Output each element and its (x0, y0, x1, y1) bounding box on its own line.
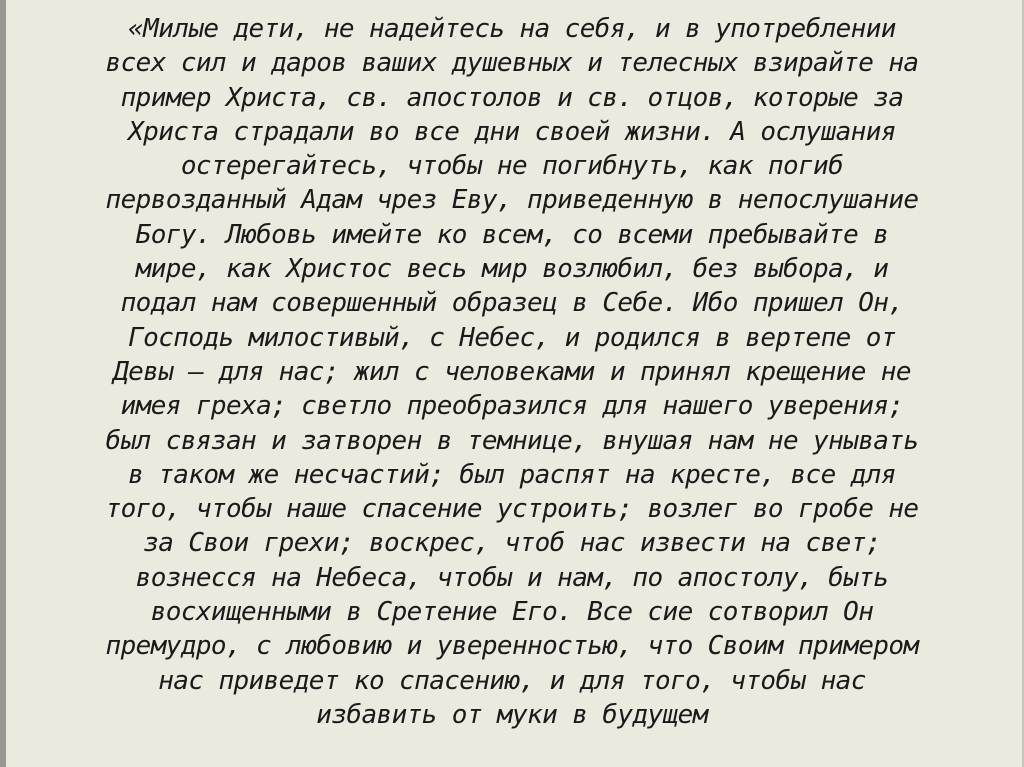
quote-line: Господь милостивый, с Небес, и родился в вертепе от (128, 322, 896, 353)
quote-line: всех сил и даров ваших душевных и телесных взирайте на (105, 48, 919, 79)
quote-line: вознесся на Небеса, чтобы и нам, по апостолу, быть (135, 562, 889, 593)
quote-line: за Свои грехи; воскрес, чтоб нас извести на свет; (143, 528, 881, 559)
quote-line: премудро, с любовию и уверенностью, что Своим примером (105, 631, 919, 662)
quote-line: был связан и затворен в темнице, внушая нам не унывать (105, 425, 919, 456)
quote-line: пример Христа, св. апостолов и св. отцов, которые за (120, 82, 904, 113)
quote-line: имея греха; светло преобразился для нашего уверения; (120, 391, 904, 422)
slide-left-edge (0, 0, 6, 767)
quote-line: Христа страдали во все дни своей жизни. А ослушания (128, 116, 896, 147)
quote-line: нас приведет ко спасению, и для того, чтобы нас (158, 665, 866, 696)
quote-line: в таком же несчастий; был распят на кресте, все для (128, 459, 896, 490)
quote-line: Богу. Любовь имейте ко всем, со всеми пребывайте в (135, 219, 889, 250)
quote-line: «Милые дети, не надейтесь на себя, и в употреблении (128, 14, 896, 44)
quote-text-block (40, 12, 984, 732)
quote-line: остерегайтесь, чтобы не погибнуть, как погиб (180, 151, 844, 182)
quote-line: восхищенными в Сретение Его. Все сие сотворил Он (150, 597, 874, 628)
quote-line: того, чтобы наше спасение устроить; возлег во гробе не (105, 494, 919, 525)
quote-line: подал нам совершенный образец в Себе. Ибо пришел Он, (120, 288, 904, 319)
quote-line: Девы — для нас; жил с человеками и принял крещение не (113, 356, 911, 387)
quote-line: мире, как Христос весь мир возлюбил, без выбора, и (135, 254, 889, 285)
quote-line: первозданный Адам чрез Еву, приведенную в непослушание (105, 185, 919, 216)
quote-line: избавить от муки в будущем (316, 699, 708, 730)
